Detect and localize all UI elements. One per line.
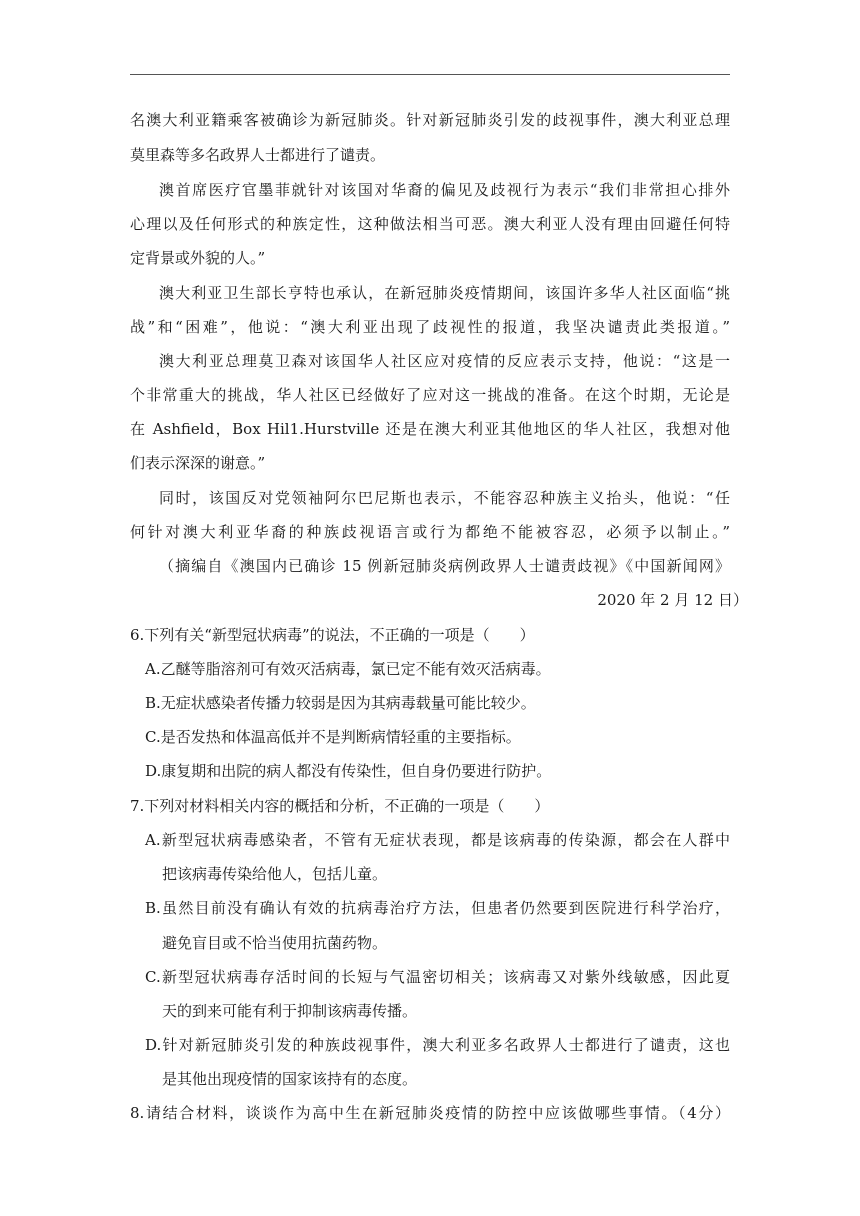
option-d-continued: 是其他出现疫情的国家该持有的态度。 <box>162 1070 418 1088</box>
passage-line: 心理以及任何形式的种族定性，这种做法相当可恶。澳大利亚人没有理由回避任何特 <box>130 215 730 233</box>
question-stem: 8.请结合材料，谈谈作为高中生在新冠肺炎疫情的防控中应该做哪些事情。（4分） <box>130 1104 730 1122</box>
option-c: C.是否发热和体温高低并不是判断病情轻重的主要指标。 <box>145 728 521 746</box>
passage-line: 莫里森等多名政界人士都进行了谴责。 <box>130 146 386 164</box>
option-d: D.针对新冠肺炎引发的种族歧视事件，澳大利亚多名政界人士都进行了谴责，这也 <box>145 1036 730 1054</box>
option-a-continued: 把该病毒传染给他人，包括儿童。 <box>162 865 388 883</box>
passage-line: 战”和“困难”，他说：“澳大利亚出现了歧视性的报道，我坚决谴责此类报道。” <box>130 318 730 336</box>
question-stem: 6.下列有关“新型冠状病毒”的说法，不正确的一项是（ ） <box>130 626 535 644</box>
option-b: B.无症状感染者传播力较弱是因为其病毒载量可能比较少。 <box>145 694 536 712</box>
source-date: 2020 年 2 月 12 日） <box>597 591 748 609</box>
passage-line: 何针对澳大利亚华裔的种族歧视语言或行为都绝不能被容忍，必须予以制止。” <box>130 523 730 541</box>
passage-line: 个非常重大的挑战，华人社区已经做好了应对这一挑战的准备。在这个时期，无论是 <box>130 386 730 404</box>
option-a: A.新型冠状病毒感染者，不管有无症状表现，都是该病毒的传染源，都会在人群中 <box>145 831 730 849</box>
passage-line: 澳大利亚卫生部长亨特也承认，在新冠肺炎疫情期间，该国许多华人社区面临“挑 <box>159 284 730 302</box>
option-b-continued: 避免盲目或不恰当使用抗菌药物。 <box>162 934 388 952</box>
source-citation: （摘编自《澳国内已确诊 15 例新冠肺炎病例政界人士谴责歧视》《中国新闻网》 <box>159 557 730 575</box>
passage-line: 们表示深深的谢意。” <box>130 454 266 472</box>
option-d: D.康复期和出院的病人都没有传染性，但自身仍要进行防护。 <box>145 762 552 780</box>
passage-line: 同时，该国反对党领袖阿尔巴尼斯也表示，不能容忍种族主义抬头，他说：“任 <box>159 489 730 507</box>
passage-line: 澳大利亚总理莫卫森对该国华人社区应对疫情的反应表示支持，他说：“这是一 <box>159 352 730 370</box>
option-a: A.乙醚等脂溶剂可有效灭活病毒，氯已定不能有效灭活病毒。 <box>145 660 551 678</box>
option-b: B.虽然目前没有确认有效的抗病毒治疗方法，但患者仍然要到医院进行科学治疗， <box>145 899 730 917</box>
passage-line: 名澳大利亚籍乘客被确诊为新冠肺炎。针对新冠肺炎引发的歧视事件，澳大利亚总理 <box>130 111 730 129</box>
passage-line: 澳首席医疗官墨菲就针对该国对华裔的偏见及歧视行为表示“我们非常担心排外 <box>159 181 730 199</box>
header-rule <box>130 74 730 75</box>
option-c: C.新型冠状病毒存活时间的长短与气温密切相关；该病毒又对紫外线敏感，因此夏 <box>145 968 730 986</box>
passage-line: 在 Ashfield，Box Hil1.Hurstville 还是在澳大利亚其他地区的华人社区，我想对他 <box>130 420 730 438</box>
question-stem: 7.下列对材料相关内容的概括和分析，不正确的一项是（ ） <box>130 797 550 815</box>
option-c-continued: 天的到来可能有利于抑制该病毒传播。 <box>162 1002 418 1020</box>
passage-line: 定背景或外貌的人。” <box>130 249 266 267</box>
